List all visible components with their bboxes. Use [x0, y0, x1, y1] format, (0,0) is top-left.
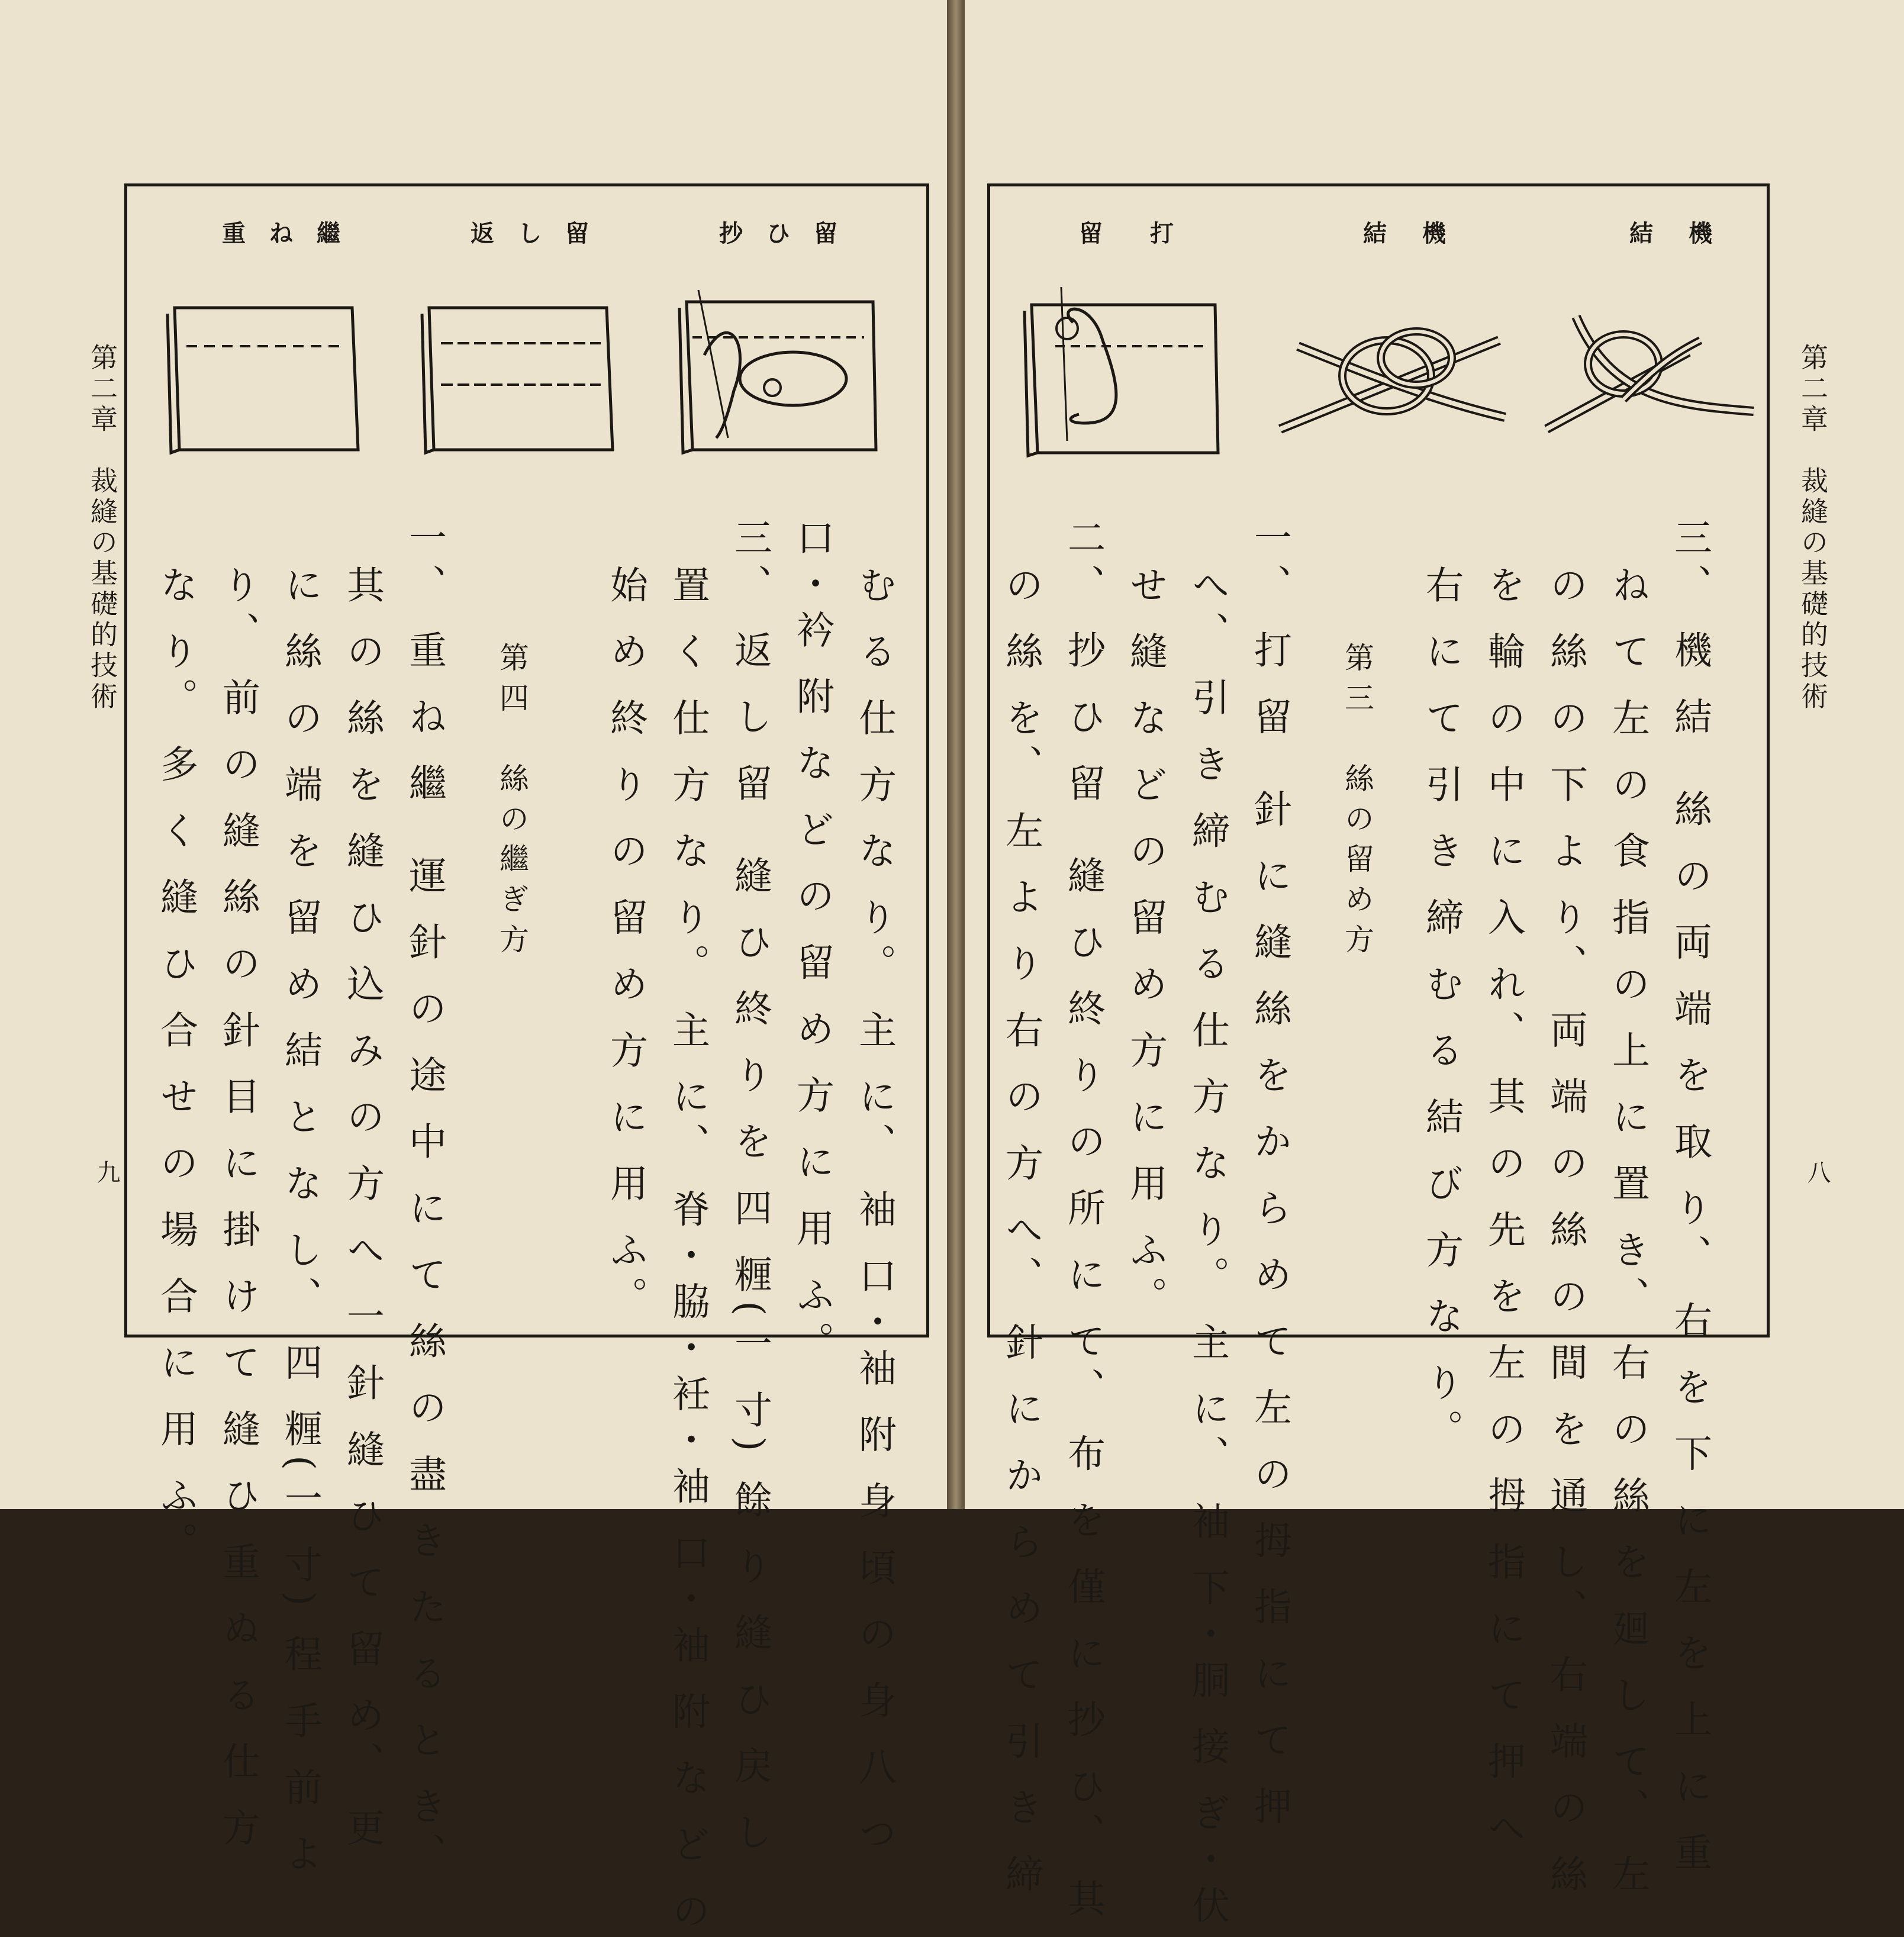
left-col-7: 其 の 絲 を 縫 ひ 込 み の 方 へ 一 針 縫 ひ て 留 め、 更 — [340, 565, 384, 1855]
left-chapter-header: 第二章 裁縫の基礎的技術 — [86, 343, 118, 713]
right-chapter-header: 第二章 裁縫の基礎的技術 — [1797, 343, 1829, 713]
figure-hata-musubi-right — [1541, 305, 1766, 441]
left-section-title: 第四 絲の繼ぎ方 — [495, 642, 529, 964]
caption-hata-musubi-1: 結機 — [1629, 220, 1748, 247]
right-col-6: 一、 打 留 針 に 縫 絲 を か ら め て 左 の 拇 指 に て 押 — [1248, 518, 1291, 1833]
figure-hata-musubi-left — [1274, 311, 1511, 441]
right-col-3: の 絲 の 下 よ り、 両 端 の 絲 の 間 を 通 し、 右 端 の 絲 — [1544, 565, 1587, 1901]
left-col-8: に 絲 の 端 を 留 め 結 と な し、 四 糎(一 寸) 程 手 前 よ — [278, 565, 322, 1880]
left-text-frame — [124, 183, 929, 1937]
right-col-7: へ、 引 き 締 む る 仕 方 な り。 主 に、 袖 下・胴 接 ぎ・伏 — [1185, 565, 1229, 1932]
right-page — [965, 0, 1904, 1932]
left-col-6: 一、 重 ね 繼 運 針 の 途 中 に て 絲 の 盡 き た る と き、 — [402, 518, 446, 1879]
left-col-1: む る 仕 方 な り。 主 に、 袖 口・袖 附 身 頃 の 身 八 つ — [852, 565, 896, 1860]
caption-uchi-dome: 留打 — [1079, 220, 1221, 247]
left-col-4: 置 く 仕 方 な り。 主 に、 脊・脇・衽・袖 口・袖 附 な ど の — [666, 565, 710, 1937]
right-col-9: 二、 抄 ひ 留 縫 ひ 終 り の 所 に て、 布 を 僅 に 抄 ひ、 其 — [1061, 518, 1105, 1925]
right-page-number: 八 — [1803, 1160, 1831, 1192]
right-col-4: を 輪 の 中 に 入 れ、 其 の 先 を 左 の 拇 指 に て 押 へ — [1481, 565, 1525, 1855]
left-col-2: 口・衿 附 な ど の 留 め 方 に 用 ふ。 — [790, 518, 834, 1368]
left-page-number: 九 — [93, 1160, 120, 1192]
figure-uchi-dome — [1020, 287, 1227, 465]
right-text-frame — [987, 183, 1770, 1932]
figure-kasane-tsugi — [163, 296, 364, 462]
right-section-title: 第三 絲の留め方 — [1340, 642, 1374, 964]
right-col-1: 三、 機 結 絲 の 両 端 を 取 り、 右 を 下 に 左 を 上 に 重 — [1668, 518, 1712, 1879]
right-col-2: ね て 左 の 食 指 の 上 に 置 き、 右 の 絲 を 廻 し て、 左 — [1606, 565, 1650, 1901]
right-col-8: せ 縫 な ど の 留 め 方 に 用 ふ。 — [1123, 565, 1167, 1323]
caption-kasane-tsugi: 重ね繼 — [222, 220, 364, 247]
left-col-9: り、 前 の 縫 絲 の 針 目 に 掛 け て 縫 ひ 重 ぬ る 仕 方 — [216, 565, 260, 1855]
left-col-5: 始 め 終 り の 留 め 方 に 用 ふ。 — [604, 565, 647, 1323]
book-gutter — [947, 0, 965, 1509]
right-col-10: の 絲 を、 左 よ り 右 の 方 へ、 針 に か ら め て 引 き 締 — [999, 565, 1043, 1901]
left-col-10: な り。 多 く 縫 ひ 合 せ の 場 合 に 用 ふ。 — [154, 565, 198, 1568]
left-col-3: 三、 返 し 留 縫 ひ 終 り を 四 糎(一 寸) 餘 り 縫 ひ 戻 し — [728, 518, 772, 1859]
left-page — [0, 0, 949, 1937]
right-col-5: 右 に て 引 き 締 む る 結 び 方 な り。 — [1419, 565, 1463, 1456]
caption-kaeshi-dome: 返し留 — [471, 220, 613, 247]
caption-sukui-dome: 抄ひ留 — [719, 220, 861, 247]
figure-sukui-dome — [675, 290, 882, 462]
figure-kaeshi-dome — [417, 296, 618, 462]
caption-hata-musubi-2: 結機 — [1363, 220, 1481, 247]
